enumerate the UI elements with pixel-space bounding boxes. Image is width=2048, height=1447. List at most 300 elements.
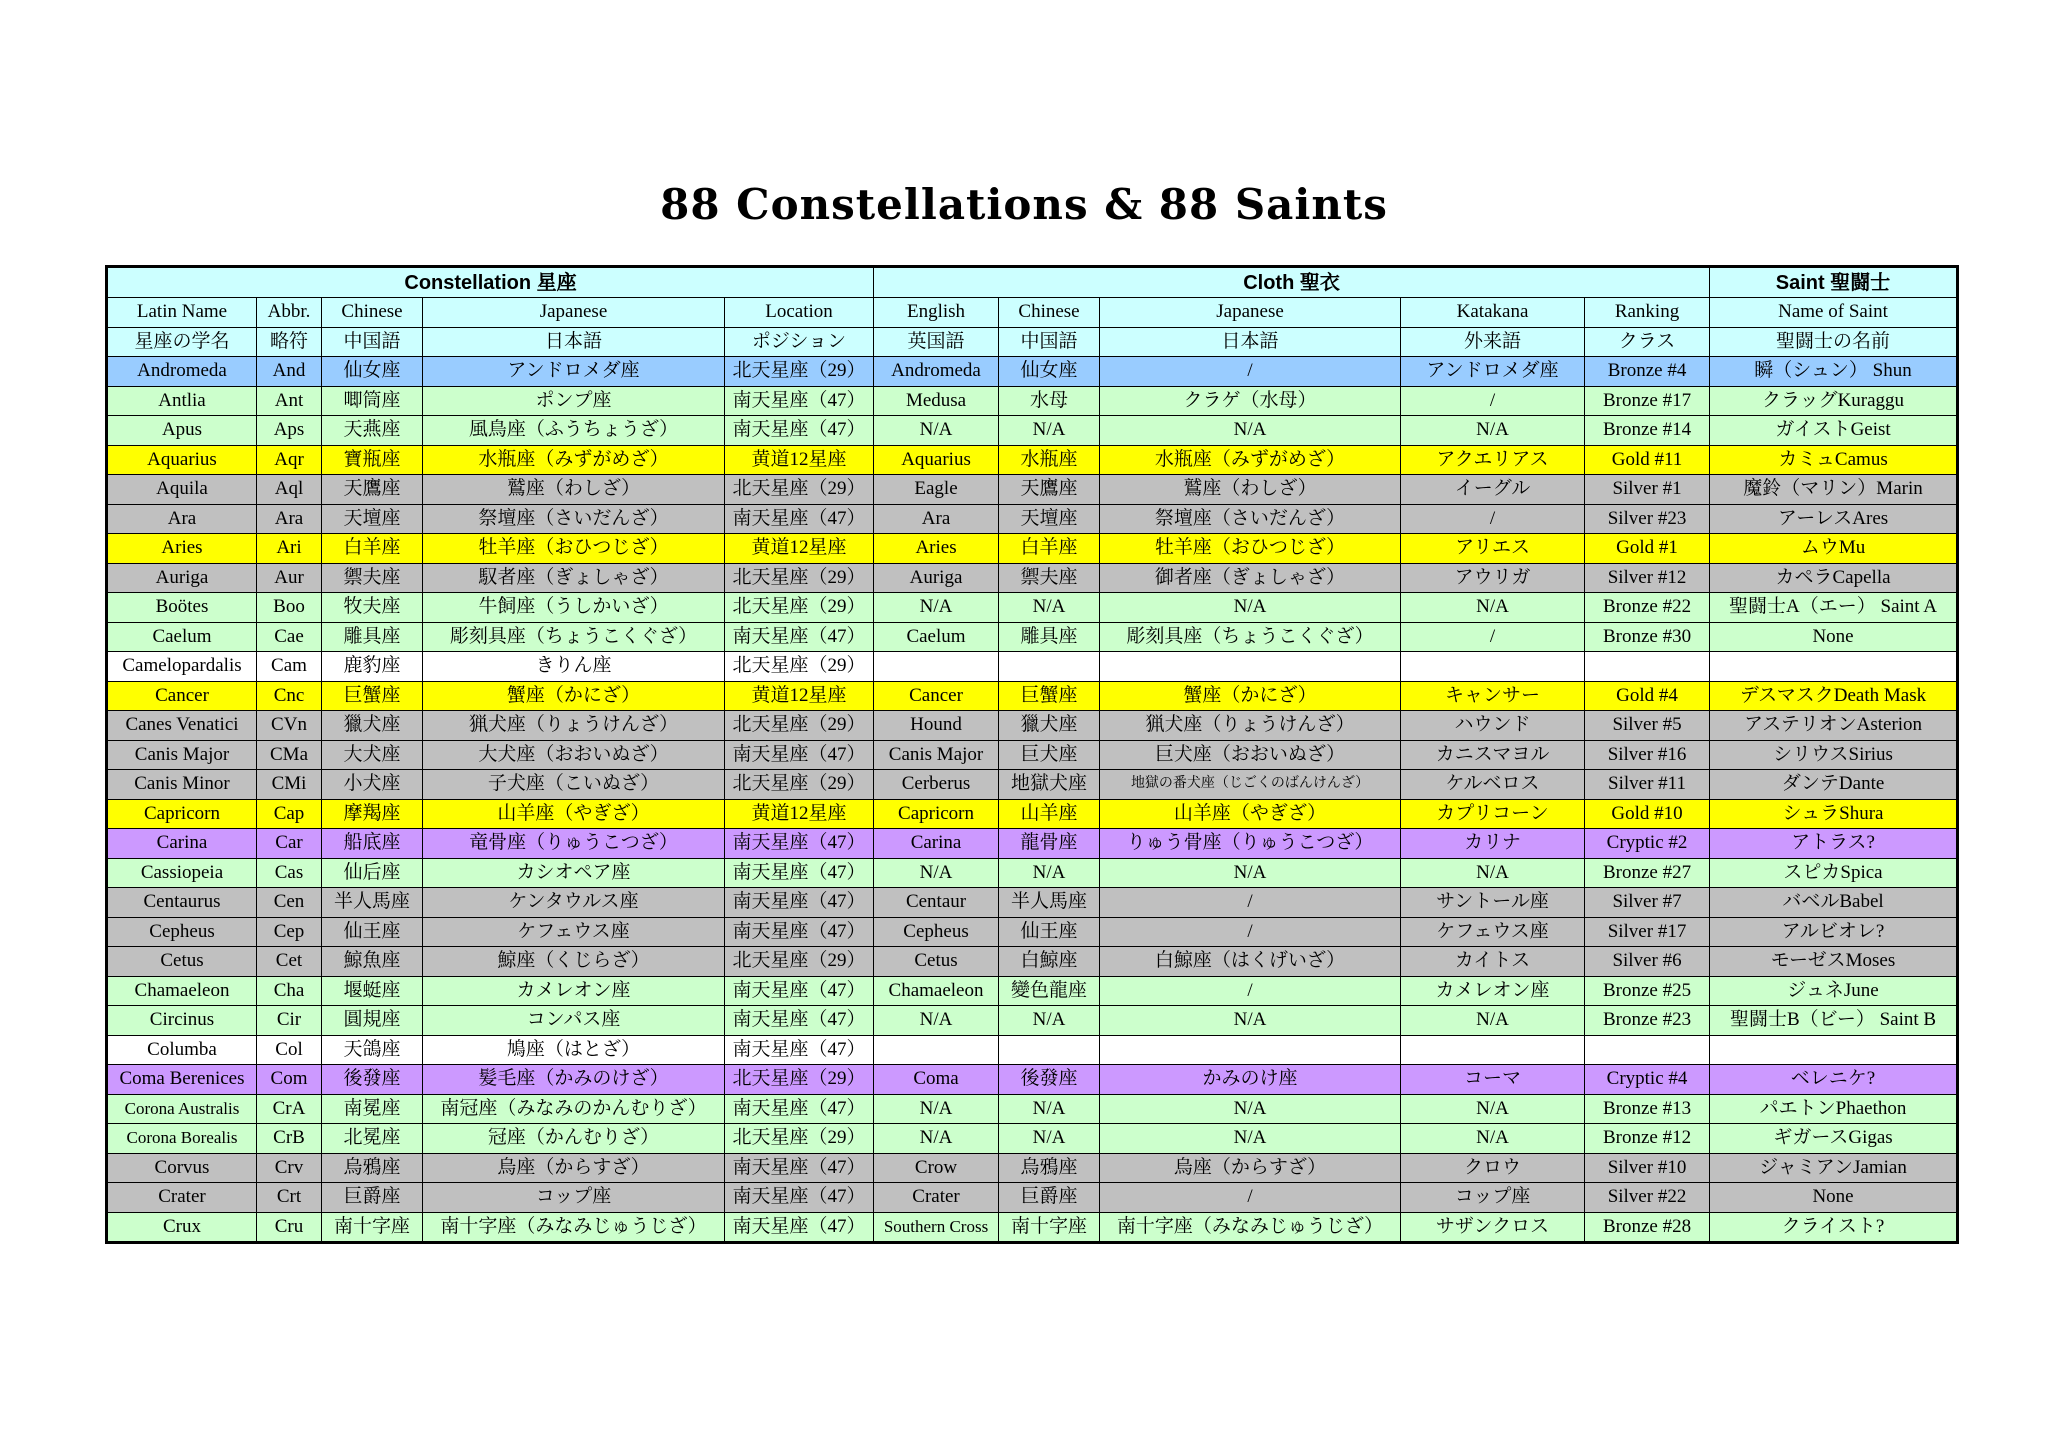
- table-cell: Bronze #30: [1585, 622, 1710, 652]
- table-cell: 北天星座（29）: [725, 593, 874, 623]
- column-subheader: 日本語: [423, 327, 725, 357]
- table-cell: None: [1710, 1183, 1958, 1213]
- table-cell: 南天星座（47）: [725, 416, 874, 446]
- table-cell: 北天星座（29）: [725, 1065, 874, 1095]
- table-cell: Cancer: [107, 681, 257, 711]
- table-row: [107, 799, 1958, 829]
- table-cell: 禦夫座: [322, 563, 423, 593]
- group-saint: Saint 聖闘士: [1710, 267, 1958, 298]
- table-row: [107, 1183, 1958, 1213]
- table-cell: [874, 652, 999, 682]
- table-cell: Silver #22: [1585, 1183, 1710, 1213]
- table-cell: 水瓶座: [999, 445, 1100, 475]
- table-cell: Canis Minor: [107, 770, 257, 800]
- column-header: Ranking: [1585, 298, 1710, 328]
- table-cell: Apus: [107, 416, 257, 446]
- table-row: [107, 386, 1958, 416]
- table-cell: N/A: [1401, 1124, 1585, 1154]
- table-cell: 南天星座（47）: [725, 1183, 874, 1213]
- group-header-row: [107, 267, 1958, 298]
- table-cell: Camelopardalis: [107, 652, 257, 682]
- table-cell: 白羊座: [322, 534, 423, 564]
- table-cell: Aql: [257, 475, 322, 505]
- table-row: [107, 740, 1958, 770]
- table-cell: 獵犬座: [322, 711, 423, 741]
- table-cell: 南冕座: [322, 1094, 423, 1124]
- table-cell: 南十字座: [322, 1212, 423, 1243]
- table-cell: Bronze #25: [1585, 976, 1710, 1006]
- table-cell: 髪毛座（かみのけざ）: [423, 1065, 725, 1095]
- table-cell: Aries: [874, 534, 999, 564]
- table-cell: [1710, 652, 1958, 682]
- table-cell: 半人馬座: [322, 888, 423, 918]
- column-header: Name of Saint: [1710, 298, 1958, 328]
- table-cell: アクエリアス: [1401, 445, 1585, 475]
- table-cell: 大犬座（おおいぬざ）: [423, 740, 725, 770]
- table-cell: カメレオン座: [423, 976, 725, 1006]
- table-cell: Corvus: [107, 1153, 257, 1183]
- table-cell: 御者座（ぎょしゃざ）: [1100, 563, 1401, 593]
- column-subheader: 略符: [257, 327, 322, 357]
- table-cell: 黄道12星座: [725, 799, 874, 829]
- table-cell: アトラス?: [1710, 829, 1958, 859]
- table-cell: Ara: [874, 504, 999, 534]
- table-cell: 黄道12星座: [725, 681, 874, 711]
- table-cell: 地獄犬座: [999, 770, 1100, 800]
- table-cell: かみのけ座: [1100, 1065, 1401, 1095]
- table-cell: 子犬座（こいぬざ）: [423, 770, 725, 800]
- constellation-table: [105, 265, 1959, 1244]
- table-cell: /: [1100, 976, 1401, 1006]
- table-cell: アンドロメダ座: [1401, 357, 1585, 387]
- table-cell: 白鯨座: [999, 947, 1100, 977]
- table-cell: And: [257, 357, 322, 387]
- table-row: [107, 770, 1958, 800]
- table-cell: Ari: [257, 534, 322, 564]
- table-cell: 竜骨座（りゅうこつざ）: [423, 829, 725, 859]
- table-row: [107, 1153, 1958, 1183]
- table-cell: Carina: [107, 829, 257, 859]
- table-cell: コップ座: [423, 1183, 725, 1213]
- table-cell: Crv: [257, 1153, 322, 1183]
- table-cell: 北天星座（29）: [725, 711, 874, 741]
- column-subheader: 中国語: [999, 327, 1100, 357]
- table-cell: 鷲座（わしざ）: [1100, 475, 1401, 505]
- table-cell: 北天星座（29）: [725, 357, 874, 387]
- table-row: [107, 711, 1958, 741]
- table-cell: Canis Major: [107, 740, 257, 770]
- table-cell: 南天星座（47）: [725, 504, 874, 534]
- column-header: English: [874, 298, 999, 328]
- table-cell: 南天星座（47）: [725, 1006, 874, 1036]
- table-cell: 禦夫座: [999, 563, 1100, 593]
- table-cell: 龍骨座: [999, 829, 1100, 859]
- table-cell: N/A: [1100, 858, 1401, 888]
- table-cell: Cryptic #4: [1585, 1065, 1710, 1095]
- table-cell: 黄道12星座: [725, 534, 874, 564]
- table-cell: りゅう骨座（りゅうこつざ）: [1100, 829, 1401, 859]
- table-cell: ムウMu: [1710, 534, 1958, 564]
- table-row: [107, 1212, 1958, 1243]
- table-cell: Capricorn: [874, 799, 999, 829]
- column-header: Chinese: [999, 298, 1100, 328]
- table-cell: ガイストGeist: [1710, 416, 1958, 446]
- table-cell: アウリガ: [1401, 563, 1585, 593]
- table-cell: 聖闘士B（ビー） Saint B: [1710, 1006, 1958, 1036]
- column-header: Japanese: [1100, 298, 1401, 328]
- table-row: [107, 652, 1958, 682]
- table-cell: Andromeda: [874, 357, 999, 387]
- table-cell: ケフェウス座: [1401, 917, 1585, 947]
- table-cell: Bronze #28: [1585, 1212, 1710, 1243]
- table-cell: 牧夫座: [322, 593, 423, 623]
- table-cell: 北天星座（29）: [725, 563, 874, 593]
- table-cell: 摩羯座: [322, 799, 423, 829]
- table-cell: アリエス: [1401, 534, 1585, 564]
- table-cell: N/A: [874, 1006, 999, 1036]
- table-cell: 巨犬座（おおいぬざ）: [1100, 740, 1401, 770]
- table-cell: Hound: [874, 711, 999, 741]
- table-cell: 鳩座（はとざ）: [423, 1035, 725, 1065]
- table-cell: Auriga: [874, 563, 999, 593]
- table-cell: Chamaeleon: [874, 976, 999, 1006]
- table-cell: /: [1100, 357, 1401, 387]
- table-cell: 北天星座（29）: [725, 947, 874, 977]
- table-cell: CrB: [257, 1124, 322, 1154]
- table-cell: 牡羊座（おひつじざ）: [423, 534, 725, 564]
- table-cell: 寶瓶座: [322, 445, 423, 475]
- table-cell: 圓規座: [322, 1006, 423, 1036]
- table-cell: N/A: [1100, 593, 1401, 623]
- column-subheader: 聖闘士の名前: [1710, 327, 1958, 357]
- table-cell: 變色龍座: [999, 976, 1100, 1006]
- table-cell: 仙女座: [999, 357, 1100, 387]
- table-cell: 鯨座（くじらざ）: [423, 947, 725, 977]
- table-cell: N/A: [1401, 1094, 1585, 1124]
- table-cell: 水母: [999, 386, 1100, 416]
- table-cell: 水瓶座（みずがめざ）: [423, 445, 725, 475]
- column-header: Location: [725, 298, 874, 328]
- table-cell: Silver #10: [1585, 1153, 1710, 1183]
- table-cell: 南冠座（みなみのかんむりざ）: [423, 1094, 725, 1124]
- table-cell: None: [1710, 622, 1958, 652]
- table-cell: 北天星座（29）: [725, 1124, 874, 1154]
- table-cell: 仙王座: [999, 917, 1100, 947]
- table-cell: Circinus: [107, 1006, 257, 1036]
- table-row: [107, 917, 1958, 947]
- table-cell: 雕具座: [322, 622, 423, 652]
- table-cell: アステリオンAsterion: [1710, 711, 1958, 741]
- table-cell: N/A: [874, 858, 999, 888]
- table-cell: ギガースGigas: [1710, 1124, 1958, 1154]
- table-cell: Aquarius: [874, 445, 999, 475]
- table-cell: Aur: [257, 563, 322, 593]
- table-cell: 白羊座: [999, 534, 1100, 564]
- table-cell: 鷲座（わしざ）: [423, 475, 725, 505]
- table-cell: コンパス座: [423, 1006, 725, 1036]
- table-cell: 南天星座（47）: [725, 917, 874, 947]
- table-cell: Medusa: [874, 386, 999, 416]
- table-cell: 南天星座（47）: [725, 858, 874, 888]
- table-cell: カペラCapella: [1710, 563, 1958, 593]
- table-row: [107, 888, 1958, 918]
- table-cell: 魔鈴（マリン）Marin: [1710, 475, 1958, 505]
- table-cell: Car: [257, 829, 322, 859]
- table-cell: N/A: [1401, 593, 1585, 623]
- table-cell: 北天星座（29）: [725, 475, 874, 505]
- table-cell: シュラShura: [1710, 799, 1958, 829]
- table-cell: 南天星座（47）: [725, 622, 874, 652]
- table-cell: 船底座: [322, 829, 423, 859]
- table-cell: カミュCamus: [1710, 445, 1958, 475]
- table-cell: /: [1100, 917, 1401, 947]
- table-cell: Silver #12: [1585, 563, 1710, 593]
- table-cell: Canis Major: [874, 740, 999, 770]
- table-cell: /: [1100, 1183, 1401, 1213]
- table-row: [107, 622, 1958, 652]
- table-row: [107, 1006, 1958, 1036]
- table-cell: Aquarius: [107, 445, 257, 475]
- table-cell: 巨蟹座: [322, 681, 423, 711]
- table-row: [107, 1124, 1958, 1154]
- table-cell: ケンタウルス座: [423, 888, 725, 918]
- table-cell: Cetus: [107, 947, 257, 977]
- group-constellation: Constellation 星座: [107, 267, 874, 298]
- table-row: [107, 829, 1958, 859]
- table-cell: Bronze #22: [1585, 593, 1710, 623]
- table-row: [107, 475, 1958, 505]
- table-cell: Cap: [257, 799, 322, 829]
- table-cell: [999, 1035, 1100, 1065]
- table-cell: 北天星座（29）: [725, 770, 874, 800]
- column-header: Chinese: [322, 298, 423, 328]
- table-cell: 烏座（からすざ）: [423, 1153, 725, 1183]
- table-cell: 山羊座: [999, 799, 1100, 829]
- table-cell: 冠座（かんむりざ）: [423, 1124, 725, 1154]
- table-cell: ジャミアンJamian: [1710, 1153, 1958, 1183]
- table-cell: Aps: [257, 416, 322, 446]
- table-cell: [1585, 652, 1710, 682]
- table-cell: Silver #5: [1585, 711, 1710, 741]
- table-cell: Silver #7: [1585, 888, 1710, 918]
- table-cell: N/A: [999, 416, 1100, 446]
- table-cell: 南十字座: [999, 1212, 1100, 1243]
- table-cell: Silver #16: [1585, 740, 1710, 770]
- table-cell: 南天星座（47）: [725, 1035, 874, 1065]
- table-cell: CMa: [257, 740, 322, 770]
- table-cell: Bronze #4: [1585, 357, 1710, 387]
- table-cell: Boo: [257, 593, 322, 623]
- table-cell: 彫刻具座（ちょうこくぐざ）: [1100, 622, 1401, 652]
- table-cell: N/A: [874, 416, 999, 446]
- table-cell: 祭壇座（さいだんざ）: [423, 504, 725, 534]
- table-cell: Centaur: [874, 888, 999, 918]
- table-cell: きりん座: [423, 652, 725, 682]
- column-subheader: ポジション: [725, 327, 874, 357]
- table-cell: Cryptic #2: [1585, 829, 1710, 859]
- table-cell: 鯨魚座: [322, 947, 423, 977]
- table-cell: N/A: [1401, 1006, 1585, 1036]
- table-body: [107, 357, 1958, 1243]
- table-cell: Cae: [257, 622, 322, 652]
- table-cell: 南天星座（47）: [725, 1212, 874, 1243]
- table-cell: 聖闘士A（エー） Saint A: [1710, 593, 1958, 623]
- table-row: [107, 1065, 1958, 1095]
- table-cell: サザンクロス: [1401, 1212, 1585, 1243]
- table-cell: Chamaeleon: [107, 976, 257, 1006]
- table-cell: [1100, 1035, 1401, 1065]
- table-cell: CrA: [257, 1094, 322, 1124]
- table-cell: Aqr: [257, 445, 322, 475]
- table-cell: カニスマヨル: [1401, 740, 1585, 770]
- table-cell: Corona Australis: [107, 1094, 257, 1124]
- table-cell: 猟犬座（りょうけんざ）: [1100, 711, 1401, 741]
- table-row: [107, 858, 1958, 888]
- table-cell: Bronze #23: [1585, 1006, 1710, 1036]
- table-cell: 南天星座（47）: [725, 1094, 874, 1124]
- table-cell: 南天星座（47）: [725, 888, 874, 918]
- table-cell: [1585, 1035, 1710, 1065]
- table-cell: Crater: [874, 1183, 999, 1213]
- table-cell: Cnc: [257, 681, 322, 711]
- table-row: [107, 563, 1958, 593]
- table-cell: Ara: [107, 504, 257, 534]
- table-cell: Andromeda: [107, 357, 257, 387]
- table-cell: クラッグKuraggu: [1710, 386, 1958, 416]
- group-cloth: Cloth 聖衣: [874, 267, 1710, 298]
- table-cell: Coma Berenices: [107, 1065, 257, 1095]
- table-cell: 南天星座（47）: [725, 740, 874, 770]
- table-cell: [1401, 652, 1585, 682]
- table-cell: 蟹座（かにざ）: [423, 681, 725, 711]
- table-cell: 南天星座（47）: [725, 976, 874, 1006]
- table-cell: 天燕座: [322, 416, 423, 446]
- table-cell: 半人馬座: [999, 888, 1100, 918]
- table-cell: N/A: [999, 593, 1100, 623]
- table-cell: 南天星座（47）: [725, 386, 874, 416]
- table-cell: ジュネJune: [1710, 976, 1958, 1006]
- table-cell: /: [1100, 888, 1401, 918]
- table-cell: Cas: [257, 858, 322, 888]
- table-cell: Cet: [257, 947, 322, 977]
- table-cell: 後發座: [322, 1065, 423, 1095]
- table-cell: N/A: [1100, 416, 1401, 446]
- table-cell: 山羊座（やぎざ）: [423, 799, 725, 829]
- table-row: [107, 681, 1958, 711]
- table-cell: N/A: [999, 1124, 1100, 1154]
- table-cell: ケフェウス座: [423, 917, 725, 947]
- table-cell: サントール座: [1401, 888, 1585, 918]
- table-row: [107, 947, 1958, 977]
- table-cell: Bronze #13: [1585, 1094, 1710, 1124]
- table-cell: 地獄の番犬座（じごくのばんけんざ）: [1100, 770, 1401, 800]
- table-cell: ハウンド: [1401, 711, 1585, 741]
- table-cell: ダンテDante: [1710, 770, 1958, 800]
- table-cell: 天鷹座: [999, 475, 1100, 505]
- table-cell: Caelum: [874, 622, 999, 652]
- table-cell: ポンプ座: [423, 386, 725, 416]
- table-cell: 鹿豹座: [322, 652, 423, 682]
- table-cell: 南天星座（47）: [725, 829, 874, 859]
- table-cell: N/A: [1100, 1124, 1401, 1154]
- table-cell: CMi: [257, 770, 322, 800]
- table-cell: Aquila: [107, 475, 257, 505]
- table-cell: ケルベロス: [1401, 770, 1585, 800]
- table-cell: CVn: [257, 711, 322, 741]
- table-cell: N/A: [1100, 1094, 1401, 1124]
- table-cell: N/A: [874, 1094, 999, 1124]
- table-cell: 巨蟹座: [999, 681, 1100, 711]
- table-cell: 天壇座: [322, 504, 423, 534]
- table-cell: 後發座: [999, 1065, 1100, 1095]
- table-cell: バベルBabel: [1710, 888, 1958, 918]
- table-cell: Cetus: [874, 947, 999, 977]
- table-cell: Silver #23: [1585, 504, 1710, 534]
- table-cell: Silver #6: [1585, 947, 1710, 977]
- column-subheader: 外来語: [1401, 327, 1585, 357]
- table-cell: Cancer: [874, 681, 999, 711]
- table-cell: Cen: [257, 888, 322, 918]
- table-cell: デスマスクDeath Mask: [1710, 681, 1958, 711]
- table-cell: 獵犬座: [999, 711, 1100, 741]
- table-cell: N/A: [999, 858, 1100, 888]
- table-cell: クライスト?: [1710, 1212, 1958, 1243]
- table-cell: Silver #11: [1585, 770, 1710, 800]
- table-cell: [999, 652, 1100, 682]
- table-cell: N/A: [1100, 1006, 1401, 1036]
- table-cell: 牡羊座（おひつじざ）: [1100, 534, 1401, 564]
- table-cell: 天壇座: [999, 504, 1100, 534]
- table-cell: カメレオン座: [1401, 976, 1585, 1006]
- table-cell: 南十字座（みなみじゅうじざ）: [1100, 1212, 1401, 1243]
- table-row: [107, 534, 1958, 564]
- table-cell: Bronze #17: [1585, 386, 1710, 416]
- table-cell: [1100, 652, 1401, 682]
- table-cell: Cep: [257, 917, 322, 947]
- table-cell: Corona Borealis: [107, 1124, 257, 1154]
- table-cell: コップ座: [1401, 1183, 1585, 1213]
- column-header: Katakana: [1401, 298, 1585, 328]
- table-row: [107, 416, 1958, 446]
- table-cell: パエトンPhaethon: [1710, 1094, 1958, 1124]
- table-row: [107, 1094, 1958, 1124]
- table-cell: イーグル: [1401, 475, 1585, 505]
- table-cell: カシオペア座: [423, 858, 725, 888]
- table-row: [107, 976, 1958, 1006]
- table-cell: Crt: [257, 1183, 322, 1213]
- table-row: [107, 357, 1958, 387]
- table-cell: Silver #17: [1585, 917, 1710, 947]
- table-cell: N/A: [874, 1124, 999, 1154]
- table-cell: Cru: [257, 1212, 322, 1243]
- table-cell: Aries: [107, 534, 257, 564]
- column-header-row: [107, 298, 1958, 328]
- table-cell: カプリコーン: [1401, 799, 1585, 829]
- table-cell: Centaurus: [107, 888, 257, 918]
- table-cell: Coma: [874, 1065, 999, 1095]
- table-cell: Boötes: [107, 593, 257, 623]
- table-cell: Capricorn: [107, 799, 257, 829]
- table-cell: N/A: [874, 593, 999, 623]
- table-cell: [1401, 1035, 1585, 1065]
- table-cell: 南十字座（みなみじゅうじざ）: [423, 1212, 725, 1243]
- table-cell: 蟹座（かにざ）: [1100, 681, 1401, 711]
- table-cell: Canes Venatici: [107, 711, 257, 741]
- table-cell: Gold #4: [1585, 681, 1710, 711]
- table-cell: 北天星座（29）: [725, 652, 874, 682]
- table-cell: クラゲ（水母）: [1100, 386, 1401, 416]
- table-cell: N/A: [1401, 858, 1585, 888]
